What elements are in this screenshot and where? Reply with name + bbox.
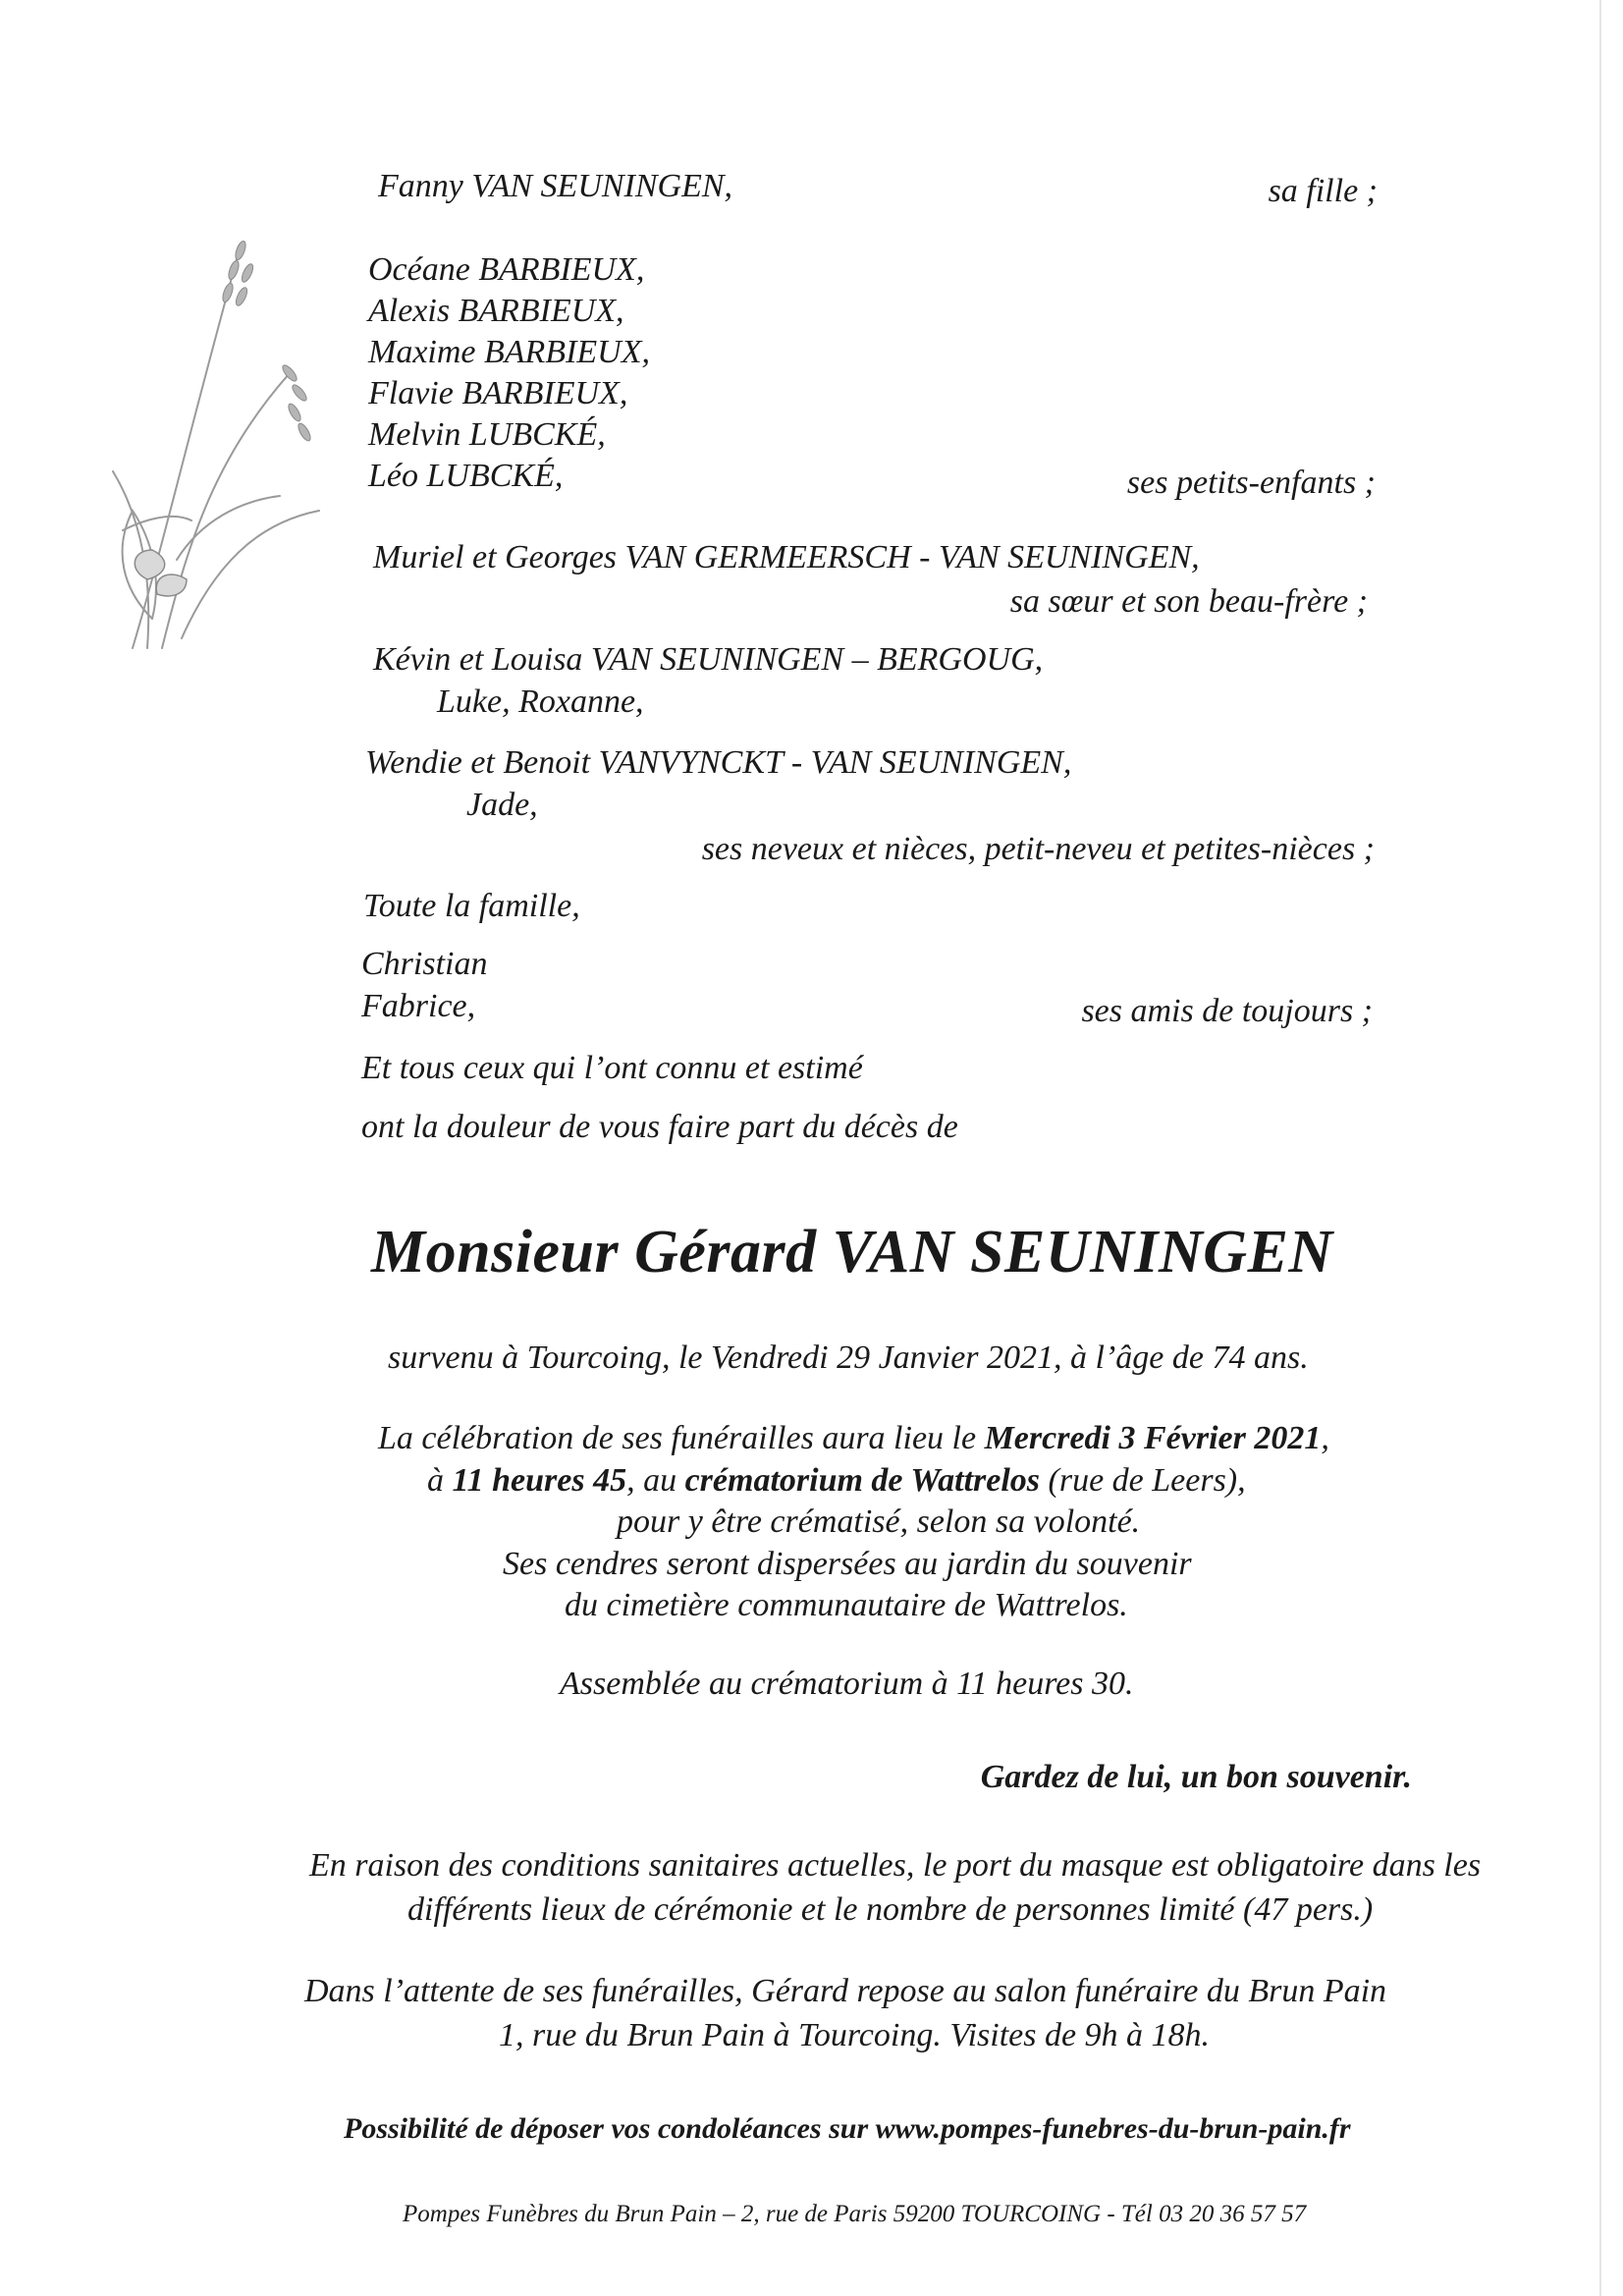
all-those: Et tous ceux qui l’ont connu et estimé [361, 1050, 863, 1086]
ceremony-text-1c: , [1321, 1420, 1329, 1456]
grandchild-6: Léo LUBCKÉ, [368, 458, 564, 494]
ceremony-text-2c: , au [626, 1462, 685, 1499]
ceremony-line-4: Ses cendres seront dispersées au jardin du souvenir [503, 1546, 1192, 1582]
friend-2: Fabrice, [361, 988, 476, 1024]
nephew1-names: Kévin et Louisa VAN SEUNINGEN – BERGOUG, [373, 641, 1044, 678]
death-line: survenu à Tourcoing, le Vendredi 29 Janvier 2021, à l’âge de 74 ans. [388, 1339, 1309, 1376]
nephews-relation: ses neveux et nièces, petit-neveu et petites-nièces ; [701, 831, 1375, 867]
rest-line-1: Dans l’attente de ses funérailles, Gérard repose au salon funéraire du Brun Pain [304, 1973, 1387, 2009]
nephew2-children: Jade, [466, 787, 538, 823]
footer-address: Pompes Funèbres du Brun Pain – 2, rue de Paris 59200 TOURCOING - Tél 03 20 36 57 57 [403, 2201, 1307, 2227]
friend-1: Christian [361, 946, 488, 982]
ceremony-line-1 [378, 1419, 1329, 1458]
rest-line-2: 1, rue du Brun Pain à Tourcoing. Visites de 9h à 18h. [499, 2017, 1211, 2053]
sister-relation: sa sœur et son beau-frère ; [1009, 583, 1368, 620]
sister-names: Muriel et Georges VAN GERMEERSCH - VAN SEUNINGEN, [373, 539, 1200, 575]
grandchild-2: Alexis BARBIEUX, [368, 293, 624, 329]
ceremony-text-1a: La célébration de ses funérailles aura lieu le [378, 1420, 985, 1456]
grandchild-1: Océane BARBIEUX, [368, 251, 645, 288]
grandchild-5: Melvin LUBCKÉ, [368, 416, 606, 453]
ceremony-date: Mercredi 3 Février 2021 [984, 1420, 1322, 1456]
sanitary-line-2: différents lieux de cérémonie et le nombre de personnes limité (47 pers.) [407, 1891, 1374, 1928]
ceremony-text-2a: à [427, 1462, 453, 1499]
grandchild-3: Maxime BARBIEUX, [368, 334, 650, 370]
ceremony-line-2 [427, 1461, 1246, 1501]
condolences-line: Possibilité de déposer vos condoléances sur www.pompes-funebres-du-brun-pain.fr [344, 2112, 1351, 2145]
ceremony-text-2e: (rue de Leers), [1040, 1462, 1246, 1499]
grandchild-4: Flavie BARBIEUX, [368, 375, 628, 411]
announce-line: ont la douleur de vous faire part du décès de [361, 1109, 958, 1145]
friends-relation: ses amis de toujours ; [1081, 993, 1373, 1029]
ceremony-place: crématorium de Wattrelos [684, 1462, 1041, 1499]
ceremony-time: 11 heures 45 [452, 1462, 627, 1499]
assembly-line: Assemblée au crématorium à 11 heures 30. [560, 1666, 1134, 1702]
wheat-illustration-icon [93, 226, 329, 678]
sanitary-line-1: En raison des conditions sanitaires actuelles, le port du masque est obligatoire dans les [309, 1847, 1482, 1884]
whole-family: Toute la famille, [363, 888, 580, 924]
grandchildren-relation: ses petits-enfants ; [1126, 465, 1376, 501]
nephew1-children: Luke, Roxanne, [437, 683, 644, 720]
daughter-name: Fanny VAN SEUNINGEN, [378, 168, 733, 204]
page-edge [1599, 0, 1601, 2296]
nephew2-names: Wendie et Benoit VANVYNCKT - VAN SEUNINGEN, [365, 744, 1072, 781]
deceased-name: Monsieur Gérard VAN SEUNINGEN [371, 1219, 1333, 1285]
keep-memory: Gardez de lui, un bon souvenir. [980, 1759, 1412, 1795]
ceremony-line-3: pour y être crématisé, selon sa volonté. [617, 1503, 1141, 1540]
daughter-relation: sa fille ; [1268, 173, 1378, 209]
ceremony-line-5: du cimetière communautaire de Wattrelos. [565, 1587, 1128, 1623]
